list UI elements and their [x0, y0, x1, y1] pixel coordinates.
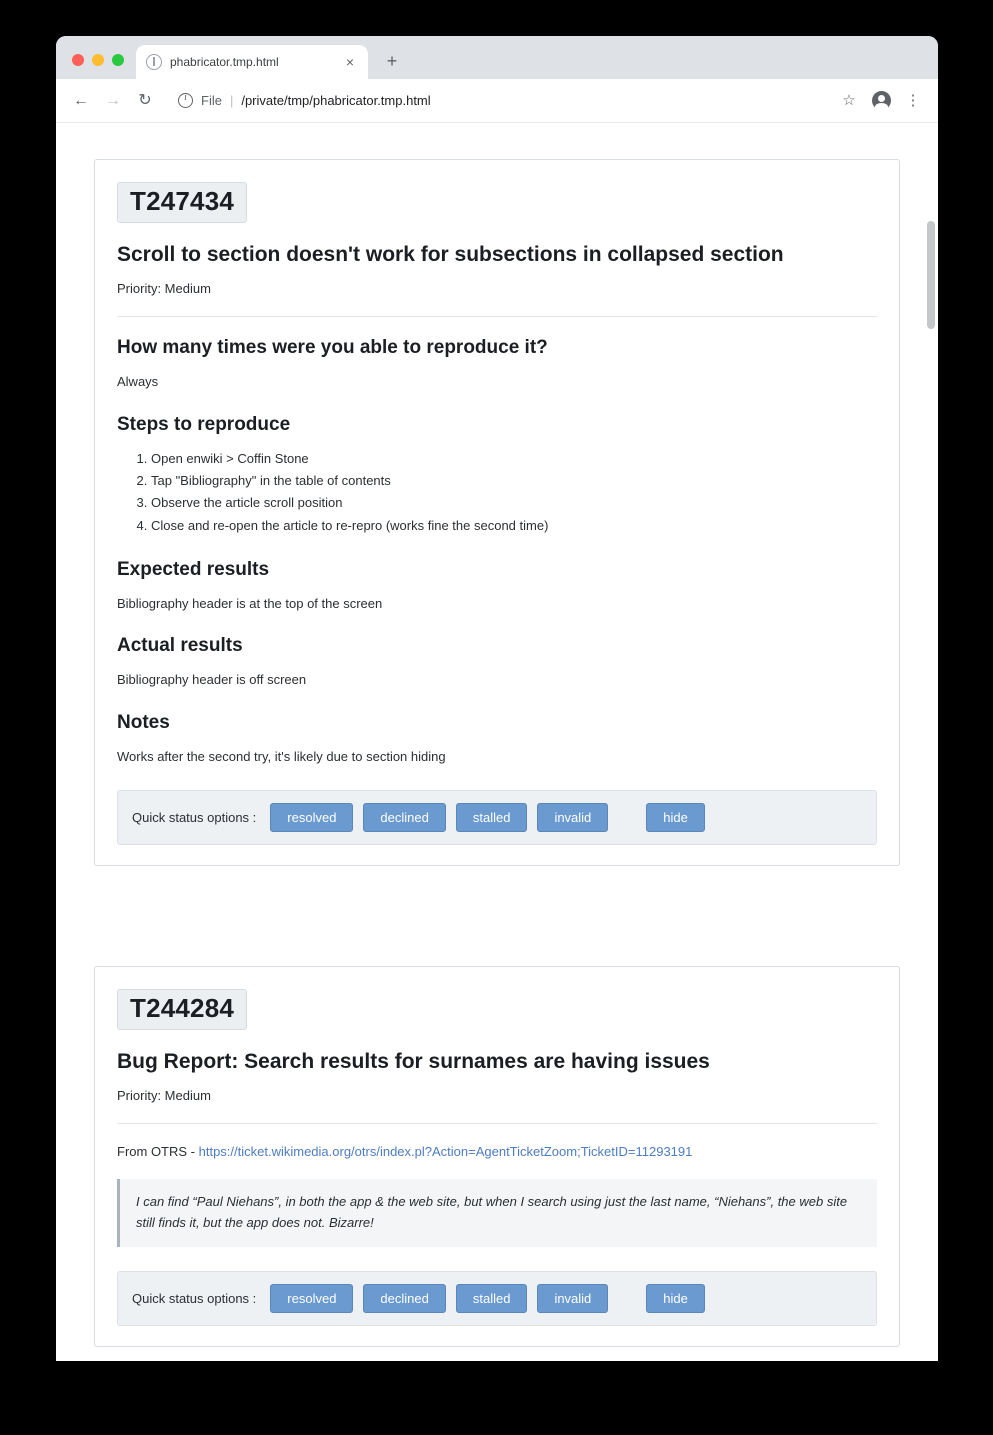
url-separator: | [229, 93, 234, 108]
profile-avatar[interactable] [868, 88, 894, 114]
maximize-window-button[interactable] [112, 54, 124, 66]
section-text: Bibliography header is off screen [117, 672, 307, 688]
invalid-button[interactable]: invalid [537, 1284, 608, 1313]
resolved-button[interactable]: resolved [270, 803, 353, 832]
page-viewport [56, 123, 938, 1361]
declined-button[interactable]: declined [363, 803, 445, 832]
list-item: 3. Observe the article scroll position [151, 492, 877, 514]
list-item: 2. Tap "Bibliography" in the table of contents [151, 470, 877, 492]
url-text: /private/tmp/phabricator.tmp.html [241, 93, 431, 108]
section-text: Bibliography header is at the top of the screen [117, 595, 383, 611]
section-text: Works after the second try, it's likely due to section hiding [117, 748, 446, 764]
close-icon[interactable]: × [345, 54, 355, 70]
section-text: Always [117, 374, 159, 389]
close-window-button[interactable] [72, 54, 84, 66]
quick-status-bar [117, 1271, 877, 1326]
quick-status-label: Quick status options : [132, 810, 257, 826]
page-scrollbar[interactable] [923, 123, 938, 1361]
hide-button[interactable]: hide [646, 803, 705, 832]
declined-button[interactable]: declined [363, 1284, 445, 1313]
chrome-menu-icon[interactable]: ⋮ [905, 91, 921, 109]
quick-status-bar [117, 790, 877, 845]
stalled-button[interactable]: stalled [456, 803, 528, 832]
site-info-icon[interactable] [178, 93, 193, 108]
ticket-card [94, 966, 900, 1346]
task-priority: Priority: Medium [117, 281, 211, 296]
url-scheme-label: File [201, 93, 222, 108]
task-id-badge: T244284 [117, 989, 247, 1030]
browser-toolbar [56, 79, 938, 123]
section-heading: Expected results [117, 558, 270, 580]
list-item: 1. Open enwiki > Coffin Stone [151, 448, 877, 470]
quoted-report: I can find “Paul Niehans”, in both the app & the web site, but when I search using just the last name, “Niehans”, the web site still finds it, but the app does not. Bizarre! [117, 1179, 877, 1246]
task-priority: Priority: Medium [117, 1088, 211, 1104]
page-content [56, 123, 938, 1347]
task-title: Bug Report: Search results for surnames are having issues [117, 1050, 710, 1074]
section-heading: Notes [117, 711, 170, 733]
task-id-badge: T247434 [117, 182, 247, 223]
ticket-card [94, 159, 900, 866]
minimize-window-button[interactable] [92, 54, 104, 66]
divider [117, 1123, 877, 1124]
task-title: Scroll to section doesn't work for subsections in collapsed section [117, 243, 784, 266]
bookmark-star-icon[interactable]: ☆ [842, 91, 856, 109]
section-heading: Steps to reproduce [117, 413, 291, 435]
otrs-link[interactable]: https://ticket.wikimedia.org/otrs/index.pl?Action=AgentTicketZoom;TicketID=11293191 [198, 1144, 693, 1160]
list-item: 4. Close and re-open the article to re-repro (works fine the second time) [151, 515, 877, 537]
back-icon[interactable]: ← [73, 91, 89, 109]
invalid-button[interactable]: invalid [537, 803, 608, 832]
section-heading: How many times were you able to reproduce it? [117, 337, 548, 358]
hide-button[interactable]: hide [646, 1284, 705, 1313]
new-tab-button[interactable]: + [386, 51, 398, 71]
tab-title: phabricator.tmp.html [170, 55, 279, 69]
source-line [117, 1144, 877, 1159]
steps-list [117, 448, 877, 537]
reload-icon[interactable]: ↻ [138, 91, 152, 109]
quick-status-label: Quick status options : [132, 1290, 257, 1306]
forward-icon[interactable]: → [105, 91, 121, 109]
source-prefix: From OTRS - [117, 1144, 199, 1160]
section-heading: Actual results [117, 635, 243, 657]
browser-tab[interactable] [136, 45, 368, 79]
address-bar[interactable] [170, 87, 830, 115]
scrollbar-thumb[interactable] [927, 221, 935, 329]
tab-strip [56, 36, 938, 79]
page-icon [146, 54, 162, 70]
window-controls[interactable] [56, 54, 136, 79]
stalled-button[interactable]: stalled [456, 1284, 528, 1313]
browser-window [56, 36, 938, 1361]
divider [117, 316, 877, 317]
resolved-button[interactable]: resolved [270, 1284, 353, 1313]
